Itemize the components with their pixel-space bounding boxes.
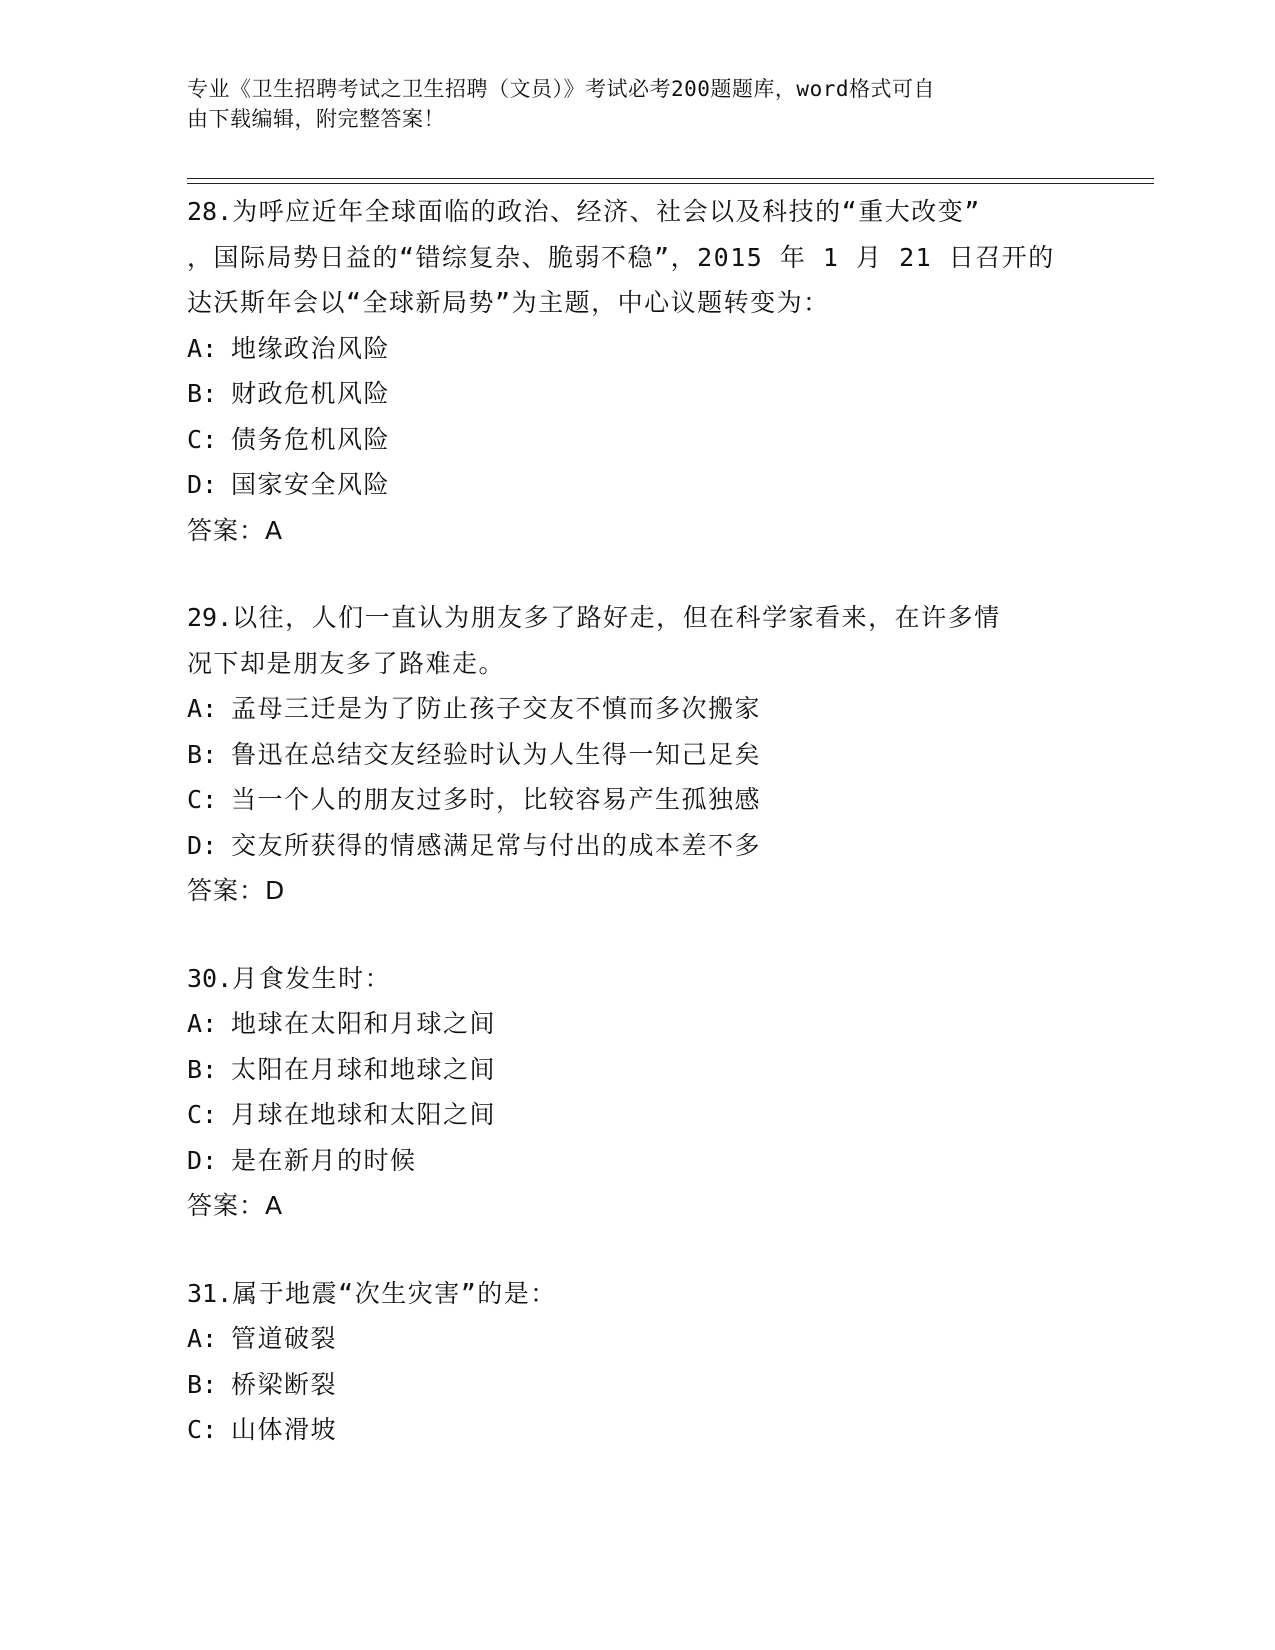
- question-stem: [187, 1271, 1087, 1317]
- header-divider-top: [187, 178, 1154, 179]
- option-a: [187, 686, 1087, 732]
- option-text: 是在新月的时候: [231, 1145, 417, 1175]
- question-stem-line: 月食发生时：: [232, 963, 392, 993]
- option-text: 桥梁断裂: [231, 1369, 338, 1399]
- option-key: A:: [187, 333, 218, 363]
- option-key: C:: [187, 785, 218, 814]
- option-key: A:: [187, 1009, 218, 1038]
- option-c: [187, 1407, 1087, 1453]
- option-key: A:: [187, 694, 218, 723]
- option-key: D:: [187, 1145, 218, 1175]
- option-b: [187, 732, 1087, 778]
- question-28: [187, 189, 1087, 553]
- document-header: [187, 74, 1067, 134]
- option-a: [187, 1316, 1087, 1362]
- option-text: 山体滑坡: [231, 1415, 338, 1444]
- option-key: B:: [187, 1054, 218, 1084]
- option-text: 孟母三迁是为了防止孩子交友不慎而多次搬家: [231, 694, 762, 723]
- question-stem: [187, 189, 1087, 235]
- option-text: 太阳在月球和地球之间: [231, 1054, 497, 1084]
- question-stem-line: 况下却是朋友多了路难走。: [187, 648, 506, 678]
- option-text: 地缘政治风险: [231, 333, 391, 363]
- question-stem-line: 以往，人们一直认为朋友多了路好走，但在科学家看来，在许多情: [232, 603, 1001, 632]
- option-key: B:: [187, 1369, 218, 1399]
- option-c: [187, 417, 1087, 463]
- answer-line: 答案：A: [187, 1191, 284, 1220]
- option-text: 鲁迅在总结交友经验时认为人生得一知己足矣: [231, 739, 762, 769]
- option-d: [187, 1138, 1087, 1184]
- option-text: 月球在地球和太阳之间: [231, 1100, 497, 1129]
- option-key: D:: [187, 830, 218, 860]
- question-stem-line: 为呼应近年全球面临的政治、经济、社会以及科技的“重大改变”: [232, 197, 981, 226]
- option-d: [187, 462, 1087, 508]
- option-key: A:: [187, 1324, 218, 1353]
- question-stem-line: ，国际局势日益的“错综复杂、脆弱不稳”，2015 年 1 月 21 日召开的: [187, 242, 1055, 272]
- question-29: [187, 595, 1087, 914]
- option-key: C:: [187, 424, 218, 454]
- option-key: B:: [187, 379, 218, 408]
- option-c: [187, 1092, 1087, 1138]
- option-b: [187, 1362, 1087, 1408]
- header-title-line-2: 由下载编辑，附完整答案！: [187, 107, 445, 131]
- option-key: D:: [187, 470, 218, 499]
- question-number: 28.: [187, 197, 233, 226]
- question-stem-line: 达沃斯年会以“全球新局势”为主题，中心议题转变为：: [187, 288, 830, 317]
- header-divider-bottom: [187, 183, 1154, 184]
- answer-line: 答案：D: [187, 876, 286, 905]
- option-key: C:: [187, 1415, 218, 1444]
- option-b: [187, 371, 1087, 417]
- option-a: [187, 326, 1087, 372]
- option-text: 国家安全风险: [231, 470, 391, 499]
- question-30: [187, 956, 1087, 1229]
- question-number: 29.: [187, 603, 233, 632]
- option-text: 债务危机风险: [231, 424, 391, 454]
- option-b: [187, 1047, 1087, 1093]
- option-d: [187, 823, 1087, 869]
- option-a: [187, 1001, 1087, 1047]
- question-stem: [187, 956, 1087, 1002]
- option-text: 交友所获得的情感满足常与付出的成本差不多: [231, 830, 762, 860]
- question-number: 30.: [187, 963, 233, 993]
- header-title-line-1: 专业《卫生招聘考试之卫生招聘（文员）》考试必考200题题库，word格式可自: [187, 77, 935, 101]
- option-text: 财政危机风险: [231, 379, 391, 408]
- option-key: C:: [187, 1100, 218, 1129]
- option-key: B:: [187, 739, 218, 769]
- option-text: 当一个人的朋友过多时，比较容易产生孤独感: [231, 785, 762, 814]
- question-number: 31.: [187, 1278, 233, 1308]
- question-stem-line: 属于地震“次生灾害”的是：: [232, 1278, 557, 1308]
- question-31: [187, 1271, 1087, 1453]
- question-list: [187, 189, 1087, 1495]
- option-c: [187, 777, 1087, 823]
- option-text: 地球在太阳和月球之间: [231, 1009, 497, 1038]
- option-text: 管道破裂: [231, 1324, 338, 1353]
- answer-line: 答案：A: [187, 515, 284, 545]
- question-stem: [187, 595, 1087, 641]
